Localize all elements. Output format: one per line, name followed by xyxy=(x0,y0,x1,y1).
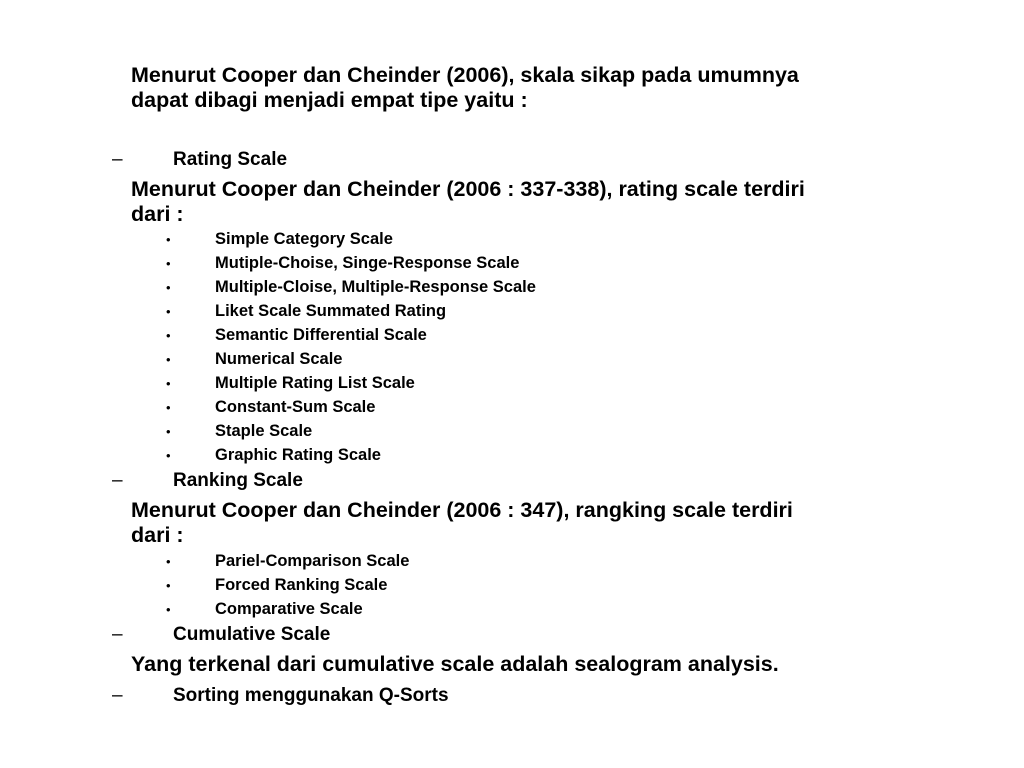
rating-desc-line-2: dari : xyxy=(131,202,184,226)
rating-scale-list xyxy=(162,227,536,467)
list-item xyxy=(162,251,536,275)
list-item-label: Numerical Scale xyxy=(215,350,343,368)
list-item-label: Forced Ranking Scale xyxy=(215,576,388,594)
ranking-desc-line-2: dari : xyxy=(131,523,184,547)
list-item xyxy=(162,227,536,251)
bullet-marker: • xyxy=(166,578,171,593)
intro-line-1: Menurut Cooper dan Cheinder (2006), skala sikap pada umumnya xyxy=(131,63,799,87)
list-item xyxy=(162,395,536,419)
ranking-scale-label: Ranking Scale xyxy=(173,470,303,491)
list-item-label: Comparative Scale xyxy=(215,600,363,618)
bullet-marker: • xyxy=(166,280,171,295)
intro-line-2: dapat dibagi menjadi empat tipe yaitu : xyxy=(131,88,528,112)
rating-desc-line-1: Menurut Cooper dan Cheinder (2006 : 337-338), rating scale terdiri xyxy=(131,177,805,201)
list-item-label: Multiple-Cloise, Multiple-Response Scale xyxy=(215,278,536,296)
bullet-marker: • xyxy=(166,352,171,367)
list-item-label: Mutiple-Choise, Singe-Response Scale xyxy=(215,254,520,272)
list-item xyxy=(162,299,536,323)
list-item-label: Semantic Differential Scale xyxy=(215,326,427,344)
list-item xyxy=(162,443,536,467)
bullet-marker: • xyxy=(166,328,171,343)
bullet-marker: • xyxy=(166,232,171,247)
rating-scale-heading xyxy=(112,149,287,171)
list-item-label: Liket Scale Summated Rating xyxy=(215,302,447,320)
list-item xyxy=(162,275,536,299)
dash-marker: – xyxy=(112,149,123,170)
cumulative-scale-heading xyxy=(112,624,330,646)
list-item-label: Multiple Rating List Scale xyxy=(215,374,415,392)
list-item xyxy=(162,419,536,443)
bullet-marker: • xyxy=(166,554,171,569)
rating-scale-description xyxy=(131,177,805,227)
intro-paragraph xyxy=(131,63,799,113)
cumulative-scale-label: Cumulative Scale xyxy=(173,624,331,645)
list-item xyxy=(162,323,536,347)
bullet-marker: • xyxy=(166,376,171,391)
bullet-marker: • xyxy=(166,256,171,271)
dash-marker: – xyxy=(112,685,123,706)
rating-scale-label: Rating Scale xyxy=(173,149,288,170)
list-item xyxy=(162,597,409,621)
ranking-desc-line-1: Menurut Cooper dan Cheinder (2006 : 347), rangking scale terdiri xyxy=(131,498,793,522)
list-item xyxy=(162,371,536,395)
list-item xyxy=(162,573,409,597)
list-item-label: Staple Scale xyxy=(215,422,313,440)
bullet-marker: • xyxy=(166,304,171,319)
cumulative-desc-line: Yang terkenal dari cumulative scale adalah sealogram analysis. xyxy=(131,652,779,676)
bullet-marker: • xyxy=(166,424,171,439)
dash-marker: – xyxy=(112,470,123,491)
bullet-marker: • xyxy=(166,448,171,463)
list-item-label: Graphic Rating Scale xyxy=(215,446,381,464)
list-item xyxy=(162,347,536,371)
ranking-scale-list xyxy=(162,549,409,621)
list-item-label: Constant-Sum Scale xyxy=(215,398,376,416)
bullet-marker: • xyxy=(166,400,171,415)
ranking-scale-heading xyxy=(112,470,303,492)
sorting-heading xyxy=(112,685,449,707)
list-item-label: Simple Category Scale xyxy=(215,230,393,248)
cumulative-scale-description xyxy=(131,652,779,677)
bullet-marker: • xyxy=(166,602,171,617)
dash-marker: – xyxy=(112,624,123,645)
list-item-label: Pariel-Comparison Scale xyxy=(215,552,410,570)
ranking-scale-description xyxy=(131,498,793,548)
list-item xyxy=(162,549,409,573)
sorting-label: Sorting menggunakan Q-Sorts xyxy=(173,685,449,706)
